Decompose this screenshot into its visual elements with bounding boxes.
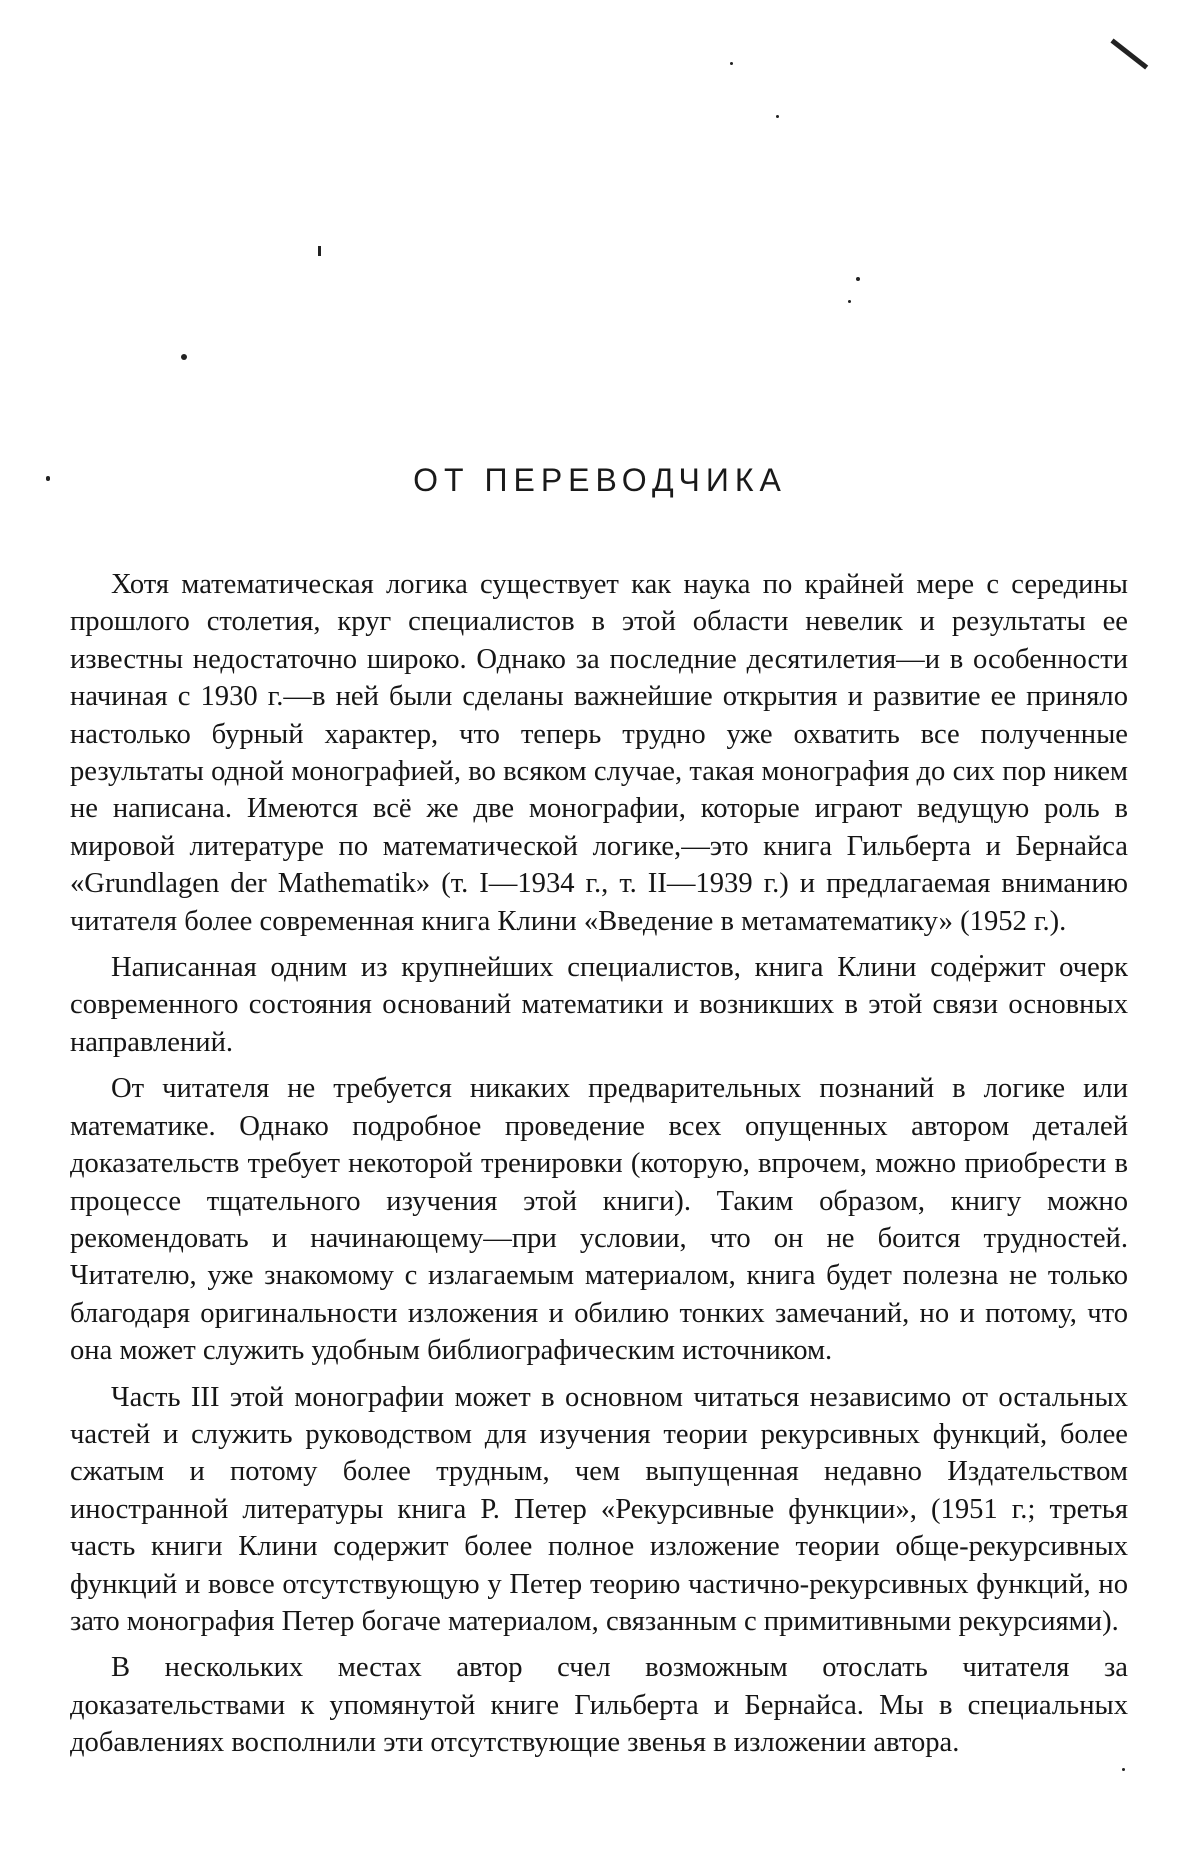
paragraph-4: Часть III этой монографии может в основном читаться независимо от остальных частей и служить руководством для изучения теории рекурсивных функций, более сжатым и потому более трудным, чем выпущенная недавно Издательством иностранной литературы книга Р. Петер «Рекурсивные функции», (1951 г.; третья часть книги Клини содержит более полное изложение теории обще-рекурсивных функций и вовсе отсутствующую у Петер теорию частично-рекурсивных функций, но зато монография Петер богаче материалом, связанным с примитивными рекурсиями). (70, 1379, 1128, 1641)
paragraph-2: Написанная одним из крупнейших специалистов, книга Клини содержит очерк современного состояния оснований математики и возникших в этой связи основных направлений. (70, 949, 1128, 1061)
scan-dot (318, 246, 321, 256)
scan-dot (856, 277, 860, 281)
paragraph-5: В нескольких местах автор счел возможным отослать читателя за доказательствами к упомянутой книге Гильберта и Бернайса. Мы в специальных добавлениях восполнили эти отсутствующие звенья в изложении автора. (70, 1649, 1128, 1761)
scan-dot (181, 354, 187, 360)
scan-dot (730, 62, 733, 65)
scan-dot (776, 115, 779, 118)
body-text (70, 566, 1128, 1762)
scanned-page (0, 0, 1200, 1857)
paragraph-3: От читателя не требуется никаких предварительных познаний в логике или математике. Однако подробное проведение всех опущенных автором деталей доказательств требует некоторой тренировки (которую, впрочем, можно приобрести в процессе тщательного изучения этой книги). Таким образом, книгу можно рекомендовать и начинающему—при условии, что он не боится трудностей. Читателю, уже знакомому с излагаемым материалом, книга будет полезна не только благодаря оригинальности изложения и обилию тонких замечаний, но и потому, что она может служить удобным библиографическим источником. (70, 1070, 1128, 1369)
paragraph-1: Хотя математическая логика существует как наука по крайней мере с середины прошлого столетия, круг специалистов в этой области невелик и результаты ее известны недостаточно широко. Однако за последние десятилетия—и в особенности начиная с 1930 г.—в ней были сделаны важнейшие открытия и развитие ее приняло настолько бурный характер, что теперь трудно уже охватить все полученные результаты одной монографией, во всяком случае, такая монография до сих пор никем не написана. Имеются всё же две монографии, которые играют ведущую роль в мировой литературе по математической логике,—это книга Гильберта и Бернайса «Grundlagen der Mathematik» (т. I—1934 г., т. II—1939 г.) и предлагаемая вниманию читателя более современная книга Клини «Введение в метаматематику» (1952 г.). (70, 566, 1128, 940)
scan-dot (1122, 1768, 1125, 1771)
scan-streak (1110, 39, 1148, 70)
scan-dot (848, 300, 851, 303)
page-title: ОТ ПЕРЕВОДЧИКА (0, 462, 1200, 499)
